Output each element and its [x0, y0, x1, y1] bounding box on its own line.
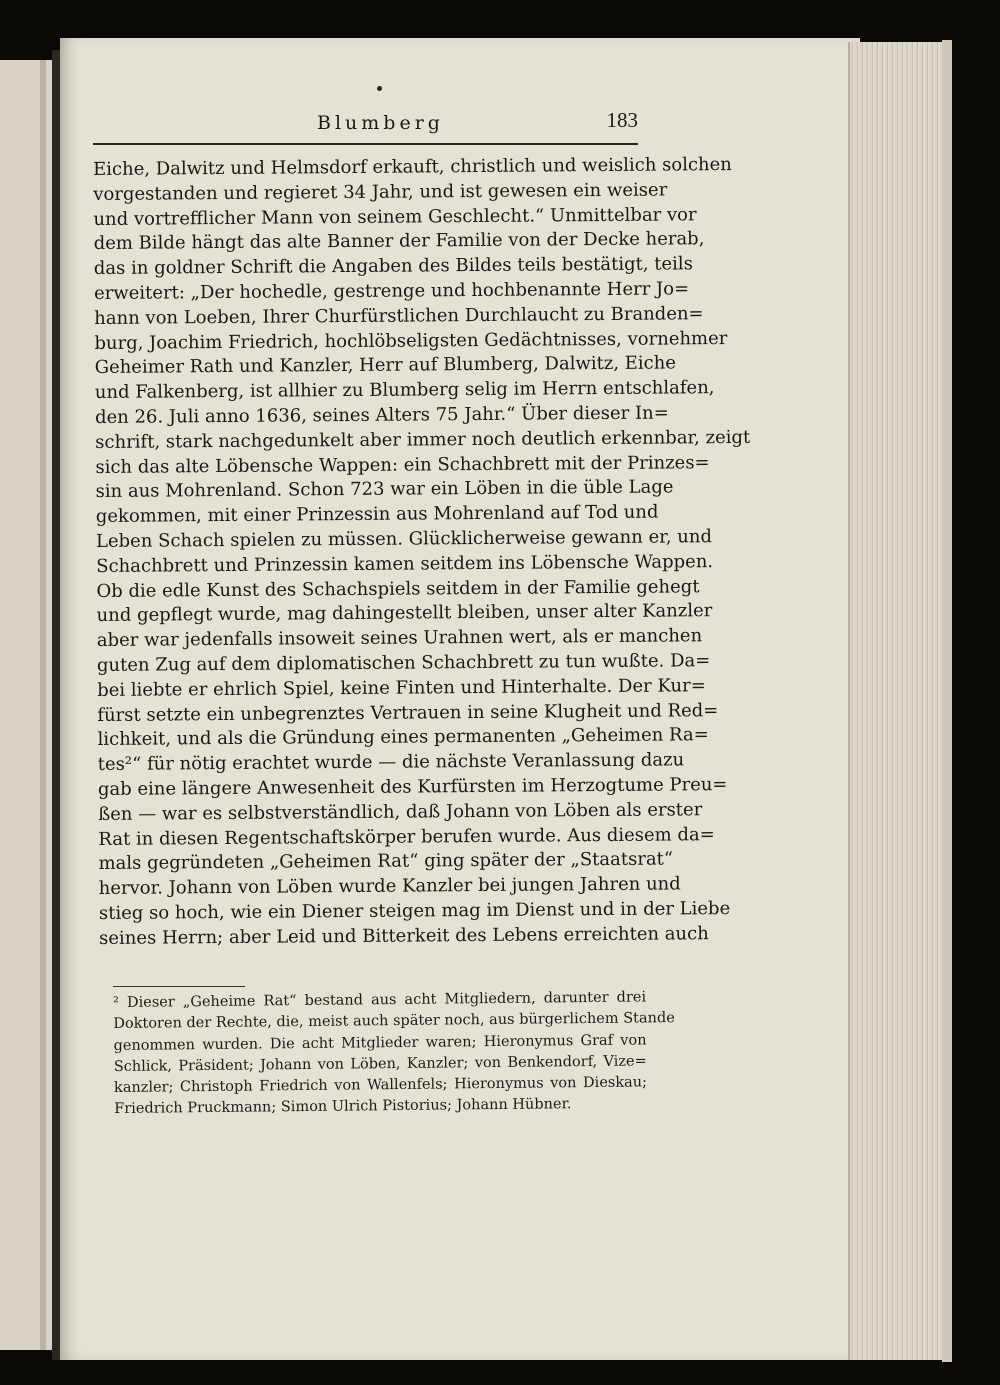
text-line: fürst setzte ein unbegrenztes Vertrauen in seine Klugheit und Red= [97, 699, 719, 726]
left-page-fold [40, 60, 46, 1350]
text-line: Ob die edle Kunst des Schachspiels seitdem in der Familie gehegt [96, 575, 700, 602]
text-line: bei liebte er ehrlich Spiel, keine Finten und Hinterhalte. Der Kur= [97, 674, 706, 701]
text-line: dem Bilde hängt das alte Banner der Familie von der Decke herab, [93, 228, 705, 255]
book-cover-edge [942, 40, 952, 1362]
page-block-edge [848, 42, 942, 1360]
text-line: gekommen, mit einer Prinzessin aus Mohrenland auf Tod und [95, 501, 659, 528]
text-line: schrift, stark nachgedunkelt aber immer noch deutlich erkennbar, zeigt [95, 426, 751, 453]
text-line: aber war jedenfalls insoweit seines Urahnen wert, als er manchen [96, 625, 703, 652]
text-line: seines Herrn; aber Leid und Bitterkeit des Lebens erreichten auch [99, 922, 709, 949]
footnote-line: genommen wurden. Die acht Mitglieder waren; Hieronymus Graf von [113, 1032, 647, 1054]
text-line: burg, Joachim Friedrich, hochlöbseligsten Gedächtnisses, vornehmer [94, 327, 728, 354]
text-line: Schachbrett und Prinzessin kamen seitdem ins Löbensche Wappen. [96, 550, 714, 577]
footnote [113, 987, 675, 1120]
text-line: sin aus Mohrenland. Schon 723 war ein Löben in die üble Lage [95, 476, 674, 503]
text-line: und vortrefflicher Mann von seinem Geschlecht.“ Unmittelbar vor [93, 203, 697, 230]
left-page-edge [0, 60, 55, 1350]
text-line: hann von Loeben, Ihrer Churfürstlichen Durchlaucht zu Branden= [94, 302, 704, 329]
footnote-line: ² Dieser „Geheime Rat“ bestand aus acht Mitgliedern, darunter drei [113, 989, 647, 1011]
footnote-rule [113, 986, 245, 987]
running-head: Blumberg [317, 112, 444, 134]
text-line: Rat in diesen Regentschaftskörper berufen wurde. Aus diesem da= [98, 823, 715, 850]
text-line: hervor. Johann von Löben wurde Kanzler bei jungen Jahren und [98, 873, 681, 900]
text-line: tes²“ für nötig erachtet wurde — die nächste Veranlassung dazu [97, 749, 685, 776]
text-line: Geheimer Rath und Kanzler, Herr auf Blumberg, Dalwitz, Eiche [94, 352, 677, 379]
text-line: mals gegründeten „Geheimen Rat“ ging später der „Staatsrat“ [98, 848, 674, 875]
text-line: und Falkenberg, ist allhier zu Blumberg selig im Herrn entschlafen, [94, 377, 715, 404]
text-line: erweitert: „Der hochedle, gestrenge und hochbenannte Herr Jo= [93, 278, 690, 304]
page-number: 183 [606, 108, 638, 132]
text-line: lichkeit, und als die Gründung eines permanenten „Geheimen Ra= [97, 724, 709, 751]
text-line: sich das alte Löbensche Wappen: ein Schachbrett mit der Prinzes= [95, 451, 710, 478]
text-line: Leben Schach spielen zu müssen. Glücklicherweise gewann er, und [95, 526, 713, 552]
text-line: Eiche, Dalwitz und Helmsdorf erkauft, christlich und weislich solchen [93, 153, 732, 180]
ink-dot [377, 86, 382, 91]
text-line: und gepflegt wurde, mag dahingestellt bleiben, unser alter Kanzler [96, 600, 713, 627]
text-line: den 26. Juli anno 1636, seines Alters 75 Jahr.“ Über dieser In= [94, 402, 669, 428]
text-line: ßen — war es selbstverständlich, daß Johann von Löben als erster [98, 798, 703, 825]
text-line: vorgestanden und regieret 34 Jahr, und ist gewesen ein weiser [93, 179, 668, 205]
header-rule [93, 143, 638, 145]
text-line: das in goldner Schrift die Angaben des Bildes teils bestätigt, teils [93, 253, 693, 280]
text-line: guten Zug auf dem diplomatischen Schachbrett zu tun wußte. Da= [96, 650, 711, 676]
footnote-line: kanzler; Christoph Friedrich von Wallenfels; Hieronymus von Dieskau; [113, 1074, 648, 1097]
footnote-line: Schlick, Präsident; Johann von Löben, Kanzler; von Benkendorf, Vize= [113, 1053, 647, 1075]
text-line: gab eine längere Anwesenheit des Kurfürsten im Herzogtume Preu= [97, 773, 728, 800]
footnote-line: Doktoren der Rechte, die, meist auch später noch, aus bürgerlichem Stande [113, 1010, 675, 1033]
footnote-line: Friedrich Pruckmann; Simon Ulrich Pistorius; Johann Hübner. [114, 1096, 572, 1118]
text-line: stieg so hoch, wie ein Diener steigen mag im Dienst und in der Liebe [98, 897, 731, 924]
body-text [93, 153, 751, 952]
page-header [93, 108, 638, 140]
